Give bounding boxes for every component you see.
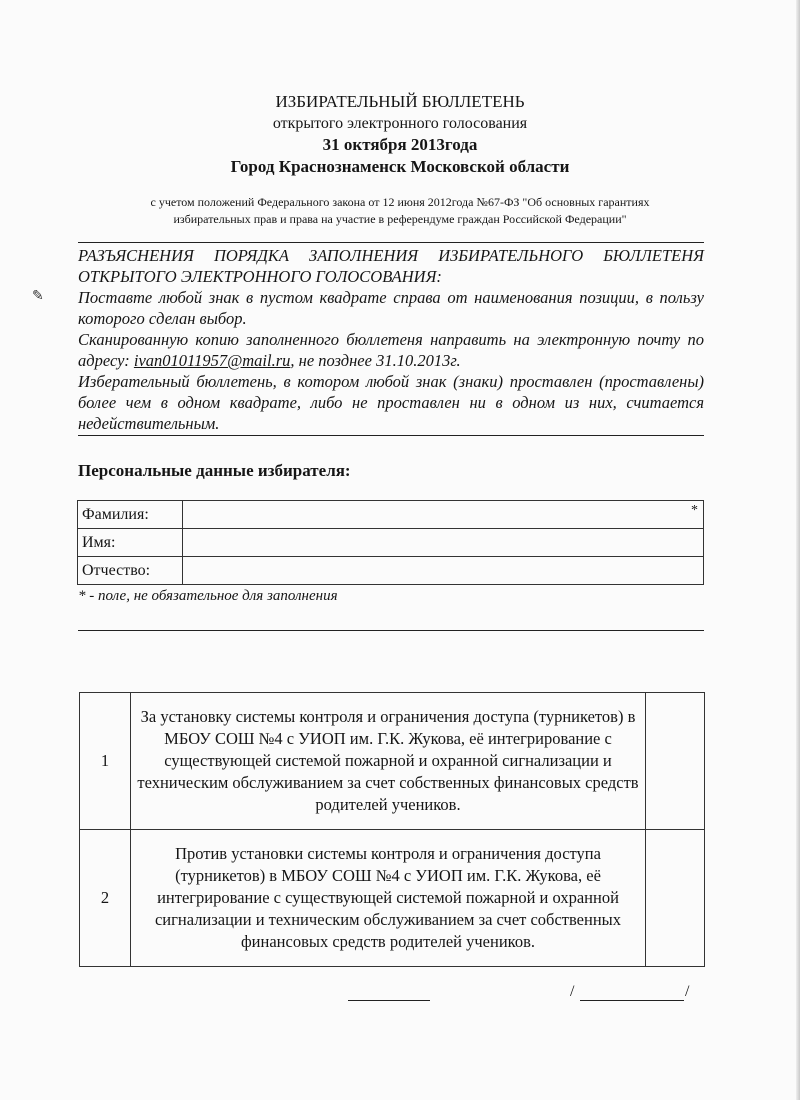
email-link[interactable]: ivan01011957@mail.ru [133,351,291,370]
instructions-block [78,245,704,434]
patronymic-row [78,557,704,585]
personal-data-title: Персональные данные избирателя: [78,461,351,480]
surname-field[interactable] [183,501,704,529]
instructions-para-1: Поставте любой знак в пустом квадрате справа от наименования позиции, в пользу которого сделан выбор. [78,288,704,328]
signature-line[interactable] [348,1000,430,1001]
surname-row [78,501,704,529]
ballot-date: 31 октября 2013года [322,135,478,154]
name-decoding-line[interactable] [580,1000,684,1001]
patronymic-label: Отчество: [78,557,183,585]
ballot-title: ИЗБИРАТЕЛЬНЫЙ БЮЛЛЕТЕНЬ [275,92,525,111]
name-slash-right: / [685,983,690,1000]
ballot-subtitle: открытого электронного голосования [272,115,528,132]
instructions-para-2-prefix: Сканированную копию заполненного бюллетеня направить на электронную почту по адресу: [78,330,704,370]
law-note-line2: избирательных прав и права на участие в референдуме граждан Российской Федерации" [173,212,627,226]
option-number: 2 [80,830,131,967]
surname-label: Фамилия: [78,501,183,529]
option-number: 1 [80,693,131,830]
option-text: За установку системы контроля и ограничения доступа (турникетов) в МБОУ СОШ №4 с УИОП им. Г.К. Жукова, её интегрирование с существующей системой пожарной и охранной сигнализации и техническим обслуживанием за счет собственных финансовых средств родителей учеников. [131,693,646,830]
option-checkbox[interactable] [646,830,705,967]
name-slash-left: / [570,983,575,1000]
patronymic-field[interactable] [183,557,704,585]
option-checkbox[interactable] [646,693,705,830]
instructions-para-3: Изберательный бюллетень, в котором любой знак (знаки) проставлен (проставлены) более чем в одном квадрате, либо не проставлен ни в одном из них, считается недействительным. [78,372,704,433]
instructions-para-2 [78,329,704,371]
option-row [80,693,705,830]
personal-data-table [77,500,704,585]
voting-options-table [79,692,705,967]
instructions-heading: РАЗЪЯСНЕНИЯ ПОРЯДКА ЗАПОЛНЕНИЯ ИЗБИРАТЕЛЬНОГО БЮЛЛЕТЕНЯ ОТКРЫТОГО ЭЛЕКТРОННОГО ГОЛОСОВАНИЯ: [78,246,704,286]
option-text: Против установки системы контроля и ограничения доступа (турникетов) в МБОУ СОШ №4 с УИОП им. Г.К. Жукова, её интегрирование с существующей системой пожарной и охранной сигнализации и техническим обслуживанием за счет собственных финансовых средств родителей учеников. [131,830,646,967]
divider-top [78,242,704,243]
divider-personal [78,630,704,631]
optional-footnote: * - поле, не обязательное для заполнения [78,588,338,604]
name-field[interactable] [183,529,704,557]
option-row [80,830,705,967]
law-note-line1: с учетом положений Федерального закона от 12 июня 2012года №67-ФЗ "Об основных гарантиях [150,195,650,209]
optional-marker: * [691,503,698,518]
law-note [0,194,800,228]
divider-instructions [78,435,704,436]
name-row [78,529,704,557]
name-label: Имя: [78,529,183,557]
stray-pen-mark: ✎ [32,289,44,304]
ballot-city: Город Краснознаменск Московской области [230,157,570,176]
instructions-para-2-suffix: , не позднее 31.10.2013г. [290,351,461,370]
